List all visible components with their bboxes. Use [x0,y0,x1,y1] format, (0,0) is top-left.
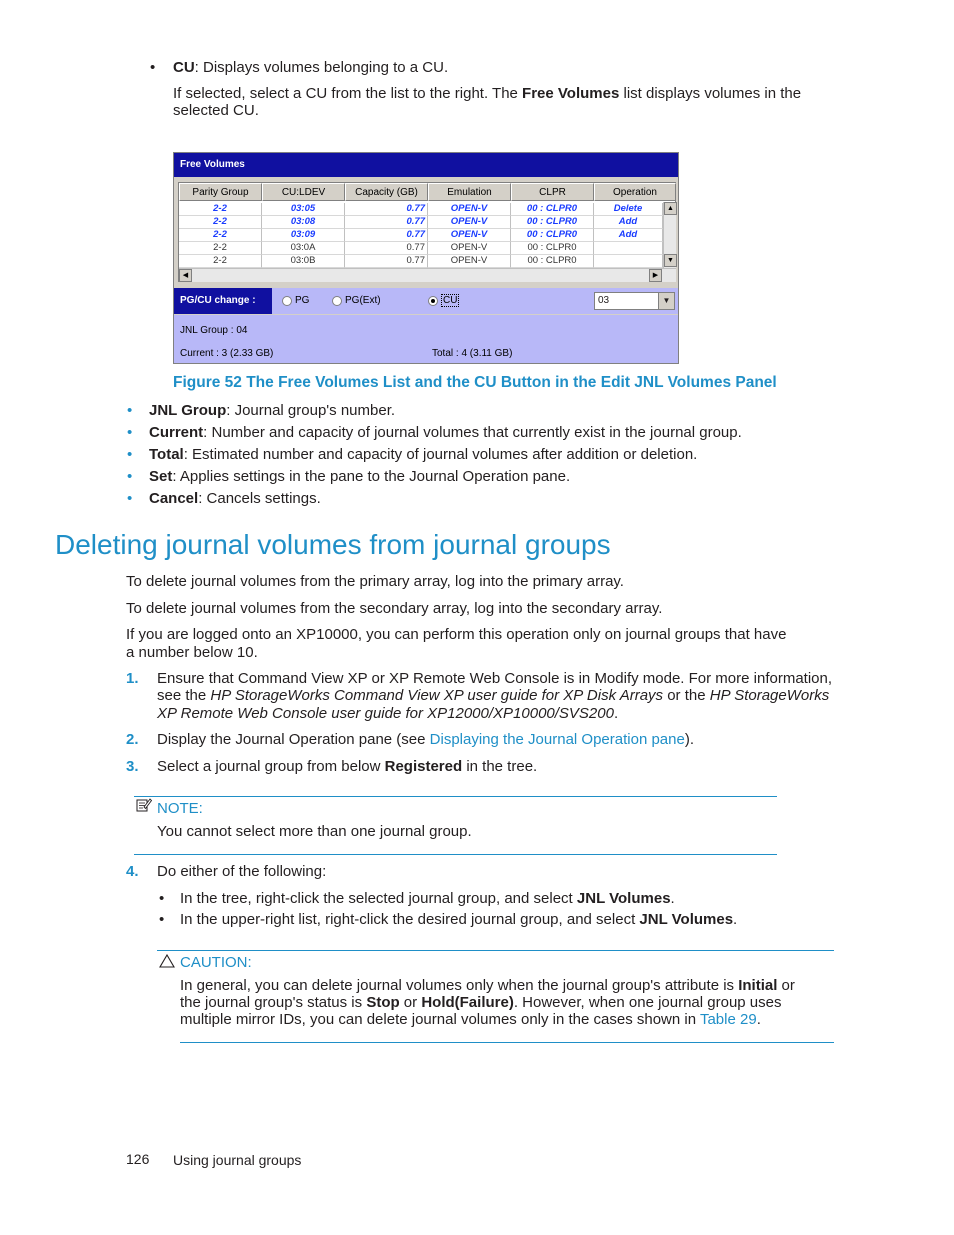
caution-line2 [180,994,782,1011]
step-4-bullet-2 [180,911,737,928]
definition-text: : Cancels settings. [198,490,321,507]
step-3-number: 3. [126,758,139,775]
paragraph-xp10000-line1: If you are logged onto an XP10000, you can perform this operation only on journal groups that have [126,626,787,643]
step-2-pre: Display the Journal Operation pane (see [157,731,430,748]
column-header-operation[interactable]: Operation [594,183,676,201]
definition-item [149,468,570,485]
column-header-cu-ldev[interactable]: CU:LDEV [262,183,345,201]
step-3-pre: Select a journal group from below [157,758,385,775]
step-1-guide-2b: XP Remote Web Console user guide for XP12000/XP10000/SVS200 [157,705,614,722]
step-4-b2-pre: In the upper-right list, right-click the desired journal group, and select [180,911,640,928]
cu-description-line2: selected CU. [173,102,259,119]
definition-item [149,402,395,419]
caution-line1 [180,977,795,994]
cu-desc-bold: Free Volumes [522,85,620,102]
caution-top-rule [157,950,834,951]
table-cell-clpr: 00 : CLPR0 [511,216,594,229]
radio-pg-label[interactable]: PG [295,295,310,306]
table-cell-op: Add [594,229,663,242]
step-4-b1-pre: In the tree, right-click the selected journal group, and select [180,890,577,907]
vertical-scrollbar[interactable] [663,202,676,268]
figure-caption: Figure 52 The Free Volumes List and the CU Button in the Edit JNL Volumes Panel [173,374,777,391]
top-bullet-dot: • [150,59,156,76]
step-4-b1-bold: JNL Volumes [576,890,671,907]
scroll-up-icon[interactable]: ▲ [664,202,677,215]
caution-l2-pre: the journal group's status is [180,994,367,1011]
step-2-post: ). [684,731,695,748]
table-cell-op [594,255,663,268]
radio-pg-ext[interactable] [332,296,342,306]
note-bottom-rule [134,854,777,855]
table-cell-ldev: 03:05 [262,203,345,216]
cu-select[interactable] [594,292,675,310]
caution-label: CAUTION: [180,954,252,971]
step-4-bullet-1 [180,890,675,907]
horizontal-scrollbar[interactable] [179,268,676,282]
table-cell-pg: 2-2 [179,216,262,229]
bullet-dot: • [127,490,133,507]
table-cell-clpr: 00 : CLPR0 [511,255,594,268]
column-header-clpr[interactable]: CLPR [511,183,594,201]
table-cell-emu: OPEN-V [428,255,511,268]
table-cell-clpr: 00 : CLPR0 [511,203,594,216]
definition-term: Cancel [149,490,199,507]
step-1-line1: Ensure that Command View XP or XP Remote Web Console is in Modify mode. For more information, [157,670,833,687]
chevron-down-icon[interactable]: ▼ [658,293,674,309]
definition-term: JNL Group [149,402,227,419]
step-4-b2-bold: JNL Volumes [639,911,734,928]
scroll-down-icon[interactable]: ▼ [664,254,677,267]
top-bullet [173,59,448,76]
table-cell-op [594,242,663,255]
step-1-line3 [157,705,618,722]
column-header-emulation[interactable]: Emulation [428,183,511,201]
definition-term: Current [149,424,204,441]
step-3-text [157,758,537,775]
caution-line3 [180,1011,761,1028]
step-1-line2 [157,687,829,704]
table-cell-pg: 2-2 [179,229,262,242]
definition-item [149,490,321,507]
top-bullet-term: CU [173,59,195,76]
radio-pg[interactable] [282,296,292,306]
step-1-post: . [613,705,619,722]
journal-operation-pane-link[interactable]: Displaying the Journal Operation pane [429,731,685,748]
scroll-left-icon[interactable]: ◀ [179,269,192,282]
pg-cu-change-bar [174,288,678,314]
step-1-number: 1. [126,670,139,687]
step-3-bold: Registered [384,758,463,775]
definition-text: : Number and capacity of journal volumes that currently exist in the journal group. [203,424,742,441]
cu-desc-pre: If selected, select a CU from the list to the right. The [173,85,523,102]
table-cell-cap: 0.77 [345,255,428,268]
panel-title: Free Volumes [174,153,678,177]
table-cell-clpr: 00 : CLPR0 [511,229,594,242]
caution-bottom-rule [180,1042,834,1043]
page-number: 126 [126,1151,150,1167]
step-4-b1-post: . [670,890,675,907]
step-4-number: 4. [126,863,139,880]
table-cell-pg: 2-2 [179,242,262,255]
top-bullet-text: : Displays volumes belonging to a CU. [194,59,449,76]
step-4-b2-post: . [733,911,738,928]
definition-text: : Journal group's number. [226,402,396,419]
definition-item [149,446,697,463]
step-1-guide-2a: HP StorageWorks [709,687,830,704]
table-cell-emu: OPEN-V [428,229,511,242]
step-4-bullet-2-dot: • [159,911,165,928]
table-cell-cap: 0.77 [345,229,428,242]
radio-cu-label[interactable]: CU [443,295,458,306]
definition-item [149,424,742,441]
caution-l1-bold: Initial [738,977,778,994]
total-value: Total : 4 (3.11 GB) [432,348,513,359]
section-heading: Deleting journal volumes from journal groups [55,529,611,560]
paragraph-secondary: To delete journal volumes from the secondary array, log into the secondary array. [126,600,663,617]
paragraph-xp10000-line2: a number below 10. [126,644,258,661]
caution-l2-hold: Hold(Failure) [421,994,514,1011]
step-3-post: in the tree. [462,758,538,775]
table-cell-ldev: 03:08 [262,216,345,229]
table-cell-pg: 2-2 [179,255,262,268]
pg-cu-change-label: PG/CU change : [174,288,272,314]
jnl-group-value: JNL Group : 04 [180,325,248,336]
bullet-dot: • [127,424,133,441]
bullet-dot: • [127,468,133,485]
footer-title: Using journal groups [173,1152,302,1168]
step-1-pre: see the [157,687,211,704]
radio-pg-ext-label[interactable]: PG(Ext) [345,295,381,306]
cu-desc-post: list displays volumes in the [619,85,802,102]
note-icon [136,797,152,813]
note-top-rule [134,796,777,797]
radio-cu[interactable] [428,296,438,306]
caution-l3-pre: multiple mirror IDs, you can delete journal volumes only in the cases shown in [180,1011,700,1028]
table-cell-emu: OPEN-V [428,242,511,255]
column-header-capacity[interactable]: Capacity (GB) [345,183,428,201]
caution-l1-post: or [777,977,795,994]
table-cell-cap: 0.77 [345,242,428,255]
journal-info-box [174,315,678,363]
table-cell-cap: 0.77 [345,203,428,216]
caution-l1-pre: In general, you can delete journal volumes only when the journal group's attribute is [180,977,739,994]
free-volumes-table [178,182,676,282]
caution-l3-post: . [756,1011,761,1028]
note-label: NOTE: [157,800,203,817]
caution-l2-stop: Stop [366,994,400,1011]
definition-text: : Applies settings in the pane to the Journal Operation pane. [172,468,571,485]
table-cell-clpr: 00 : CLPR0 [511,242,594,255]
scroll-right-icon[interactable]: ▶ [649,269,662,282]
table-29-link[interactable]: Table 29 [699,1011,757,1028]
cu-description-line1 [173,85,801,102]
caution-l2-mid: or [399,994,422,1011]
step-1-mid: or the [663,687,710,704]
table-cell-ldev: 03:09 [262,229,345,242]
paragraph-primary: To delete journal volumes from the primary array, log into the primary array. [126,573,624,590]
step-4-text: Do either of the following: [157,863,327,880]
cu-select-value: 03 [598,295,610,306]
definition-term: Set [149,468,173,485]
bullet-dot: • [127,446,133,463]
table-cell-op: Delete [594,203,663,216]
column-header-parity-group[interactable]: Parity Group [179,183,262,201]
table-cell-op: Add [594,216,663,229]
free-volumes-panel [173,152,679,364]
step-1-guide-1: HP StorageWorks Command View XP user guide for XP Disk Arrays [210,687,664,704]
step-2-number: 2. [126,731,139,748]
bullet-dot: • [127,402,133,419]
step-4-bullet-1-dot: • [159,890,165,907]
caution-icon [159,954,175,968]
table-cell-emu: OPEN-V [428,216,511,229]
definition-text: : Estimated number and capacity of journal volumes after addition or deletion. [183,446,698,463]
table-cell-emu: OPEN-V [428,203,511,216]
step-2-text [157,731,694,748]
table-cell-pg: 2-2 [179,203,262,216]
caution-l2-post: . However, when one journal group uses [513,994,782,1011]
definition-term: Total [149,446,184,463]
table-cell-cap: 0.77 [345,216,428,229]
table-cell-ldev: 03:0B [262,255,345,268]
note-text: You cannot select more than one journal group. [157,823,472,840]
table-cell-ldev: 03:0A [262,242,345,255]
current-value: Current : 3 (2.33 GB) [180,348,274,359]
